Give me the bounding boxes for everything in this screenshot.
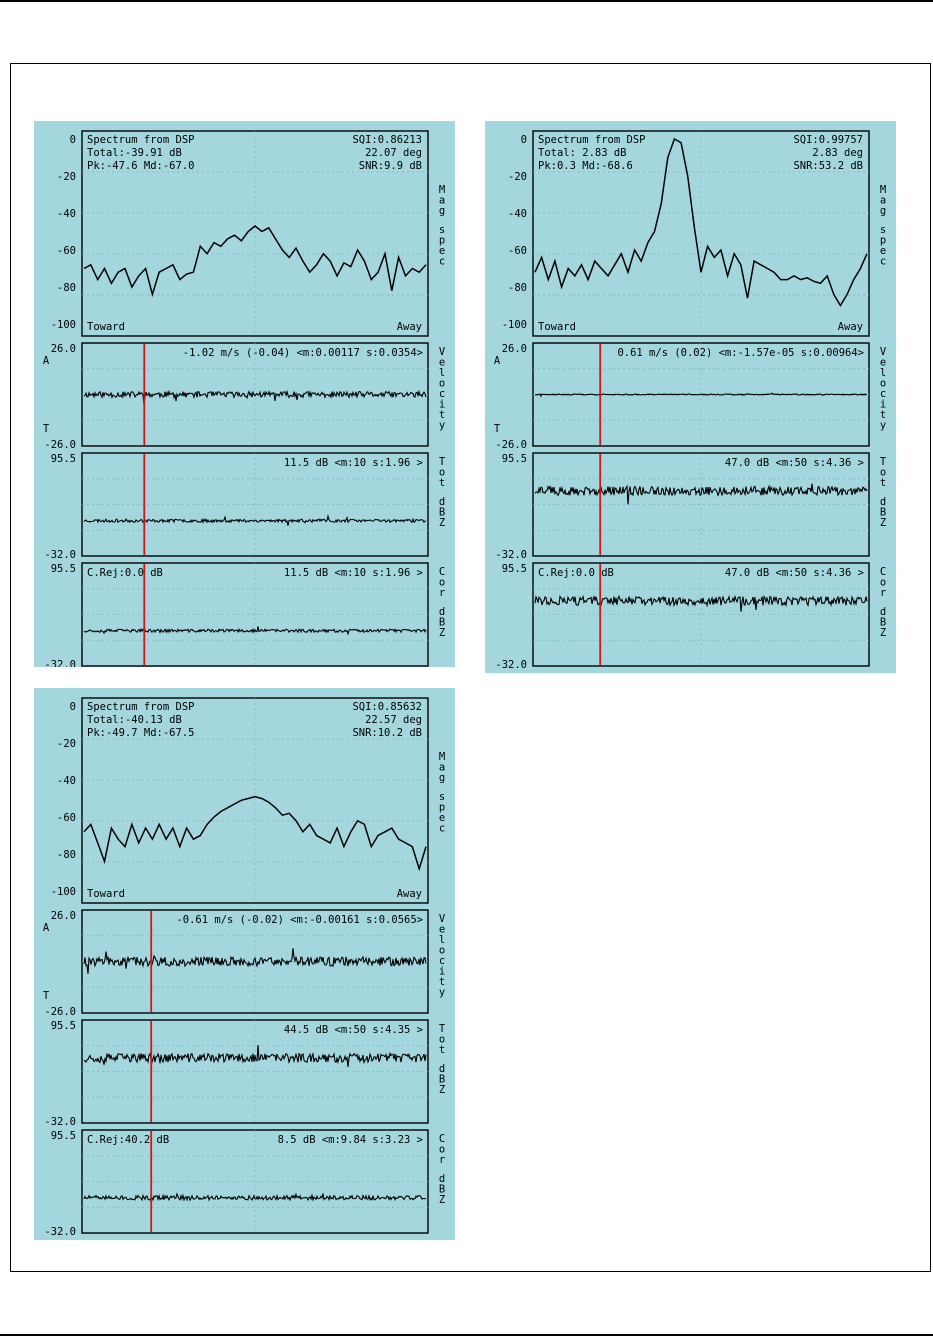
cor-y-top-label: 95.5 bbox=[50, 1130, 76, 1142]
cor-y-bottom-label: -32.0 bbox=[44, 1226, 76, 1238]
tot-side-label-char: T bbox=[438, 1023, 446, 1035]
cor-y-bottom-label: -32.0 bbox=[495, 659, 527, 671]
mag-spec-side-label-char: M bbox=[438, 184, 446, 196]
cor-side-label-char: d bbox=[438, 605, 446, 618]
mag-spec-side-label-char: M bbox=[438, 751, 446, 763]
peak-median-label: Pk:0.3 Md:-68.6 bbox=[538, 160, 633, 172]
mag-y-tick-label: 0 bbox=[69, 134, 76, 146]
velocity-side-label-char: V bbox=[438, 346, 446, 358]
velocity-y-bottom-label: -26.0 bbox=[44, 439, 76, 451]
mag-spec-side-label bbox=[880, 184, 886, 267]
tot-header-readout: 11.5 dB <m:10 s:1.96 > bbox=[283, 457, 423, 469]
sqi-label: SQI:0.99757 bbox=[793, 134, 863, 146]
velocity-side-label-char: i bbox=[438, 965, 446, 978]
mag-y-tick-label: -60 bbox=[508, 245, 527, 257]
mag-spec-side-label-char: s bbox=[438, 790, 446, 803]
mag-y-tick-label: -40 bbox=[508, 208, 527, 220]
velocity-side-label-char: l bbox=[438, 934, 446, 946]
velocity-side-label-char: c bbox=[438, 955, 446, 967]
mag-y-tick-label: 0 bbox=[520, 134, 527, 146]
tot-trace-line bbox=[535, 484, 867, 505]
bottom-rule bbox=[0, 1334, 933, 1336]
velocity-side-label-char: l bbox=[879, 367, 887, 379]
tot-side-label-char: t bbox=[438, 1044, 446, 1056]
scope-2-svg bbox=[485, 121, 896, 673]
tot-side-label-char: B bbox=[879, 506, 887, 519]
mag-spec-side-label-char: g bbox=[438, 772, 446, 784]
mag-spec-side-label-char: p bbox=[438, 234, 446, 247]
total-power-label: Total: 2.83 dB bbox=[538, 147, 627, 159]
velocity-side-label-char: l bbox=[438, 367, 446, 379]
cor-side-label-char: o bbox=[438, 1143, 446, 1156]
tot-side-label bbox=[439, 456, 446, 529]
mag-spec-side-label-char: e bbox=[879, 244, 887, 257]
velocity-side-label-char: e bbox=[438, 923, 446, 936]
velocity-side-label-char: t bbox=[438, 409, 446, 421]
cor-side-label-char: C bbox=[879, 566, 887, 578]
tot-side-label-char: o bbox=[438, 466, 446, 479]
velocity-side-label-char: V bbox=[438, 913, 446, 925]
mag-spec-side-label-char: a bbox=[438, 761, 446, 774]
cor-side-label bbox=[439, 566, 445, 639]
velocity-y-bottom-label: -26.0 bbox=[44, 1006, 76, 1018]
velocity-t-marker: T bbox=[493, 423, 501, 435]
cor-side-label-char: r bbox=[438, 587, 446, 599]
tot-y-top-label: 95.5 bbox=[50, 453, 76, 465]
tot-header-readout: 47.0 dB <m:50 s:4.36 > bbox=[724, 457, 864, 469]
mag-y-tick-label: -100 bbox=[50, 886, 76, 898]
velocity-header-readout: -1.02 m/s (-0.04) <m:0.00117 s:0.0354> bbox=[182, 347, 423, 359]
velocity-header-readout: -0.61 m/s (-0.02) <m:-0.00161 s:0.0565> bbox=[176, 914, 423, 926]
mag-y-tick-label: -60 bbox=[57, 245, 76, 257]
mag-y-tick-label: -80 bbox=[57, 849, 76, 861]
mag-spec-side-label-char: p bbox=[879, 234, 887, 247]
tot-side-label bbox=[439, 1023, 446, 1096]
mag-y-tick-label: -20 bbox=[508, 171, 527, 183]
peak-median-label: Pk:-47.6 Md:-67.0 bbox=[87, 160, 195, 172]
sqi-label: SQI:0.85632 bbox=[352, 701, 422, 713]
toward-label: Toward bbox=[87, 888, 125, 900]
velocity-a-marker: A bbox=[42, 355, 50, 367]
phase-deg-label: 22.07 deg bbox=[365, 147, 422, 159]
cor-side-label-char: C bbox=[438, 1133, 446, 1145]
spectrum-title: Spectrum from DSP bbox=[87, 134, 195, 146]
velocity-side-label-char: e bbox=[438, 356, 446, 369]
cor-side-label bbox=[439, 1133, 445, 1206]
velocity-side-label-char: y bbox=[438, 419, 446, 432]
tot-side-label-char: T bbox=[879, 456, 887, 468]
mag-y-tick-label: -40 bbox=[57, 775, 76, 787]
velocity-side-label-char: o bbox=[438, 377, 446, 390]
mag-spec-side-label-char: e bbox=[438, 811, 446, 824]
velocity-side-label-char: c bbox=[438, 388, 446, 400]
scope-panel-1 bbox=[34, 121, 455, 667]
scope-panel-3 bbox=[34, 688, 455, 1240]
mag-y-tick-label: -100 bbox=[501, 319, 527, 331]
cor-side-label-char: o bbox=[438, 576, 446, 589]
cor-side-label-char: o bbox=[879, 576, 887, 589]
mag-spec-side-label-char: M bbox=[879, 184, 887, 196]
tot-side-label-char: d bbox=[438, 1062, 446, 1075]
cor-header-readout: 11.5 dB <m:10 s:1.96 > bbox=[283, 567, 423, 579]
velocity-side-label-char: o bbox=[438, 944, 446, 957]
peak-median-label: Pk:-49.7 Md:-67.5 bbox=[87, 727, 195, 739]
mag-spec-side-label-char: c bbox=[438, 255, 446, 268]
cor-side-label-char: d bbox=[879, 605, 887, 618]
cor-side-label-char: B bbox=[438, 616, 446, 629]
tot-side-label-char: T bbox=[438, 456, 446, 468]
total-power-label: Total:-39.91 dB bbox=[87, 147, 182, 159]
tot-side-label-char: Z bbox=[438, 516, 446, 529]
tot-side-label bbox=[880, 456, 887, 529]
tot-y-bottom-label: -32.0 bbox=[44, 549, 76, 561]
cor-header-readout: 8.5 dB <m:9.84 s:3.23 > bbox=[277, 1134, 423, 1146]
velocity-t-marker: T bbox=[42, 990, 50, 1002]
cor-side-label-char: B bbox=[438, 1183, 446, 1196]
velocity-a-marker: A bbox=[493, 355, 501, 367]
tot-side-label-char: t bbox=[879, 477, 887, 489]
mag-y-tick-label: -60 bbox=[57, 812, 76, 824]
phase-deg-label: 22.57 deg bbox=[365, 714, 422, 726]
mag-spec-side-label-char: a bbox=[879, 194, 887, 207]
cor-side-label-char: d bbox=[438, 1172, 446, 1185]
toward-label: Toward bbox=[538, 321, 576, 333]
toward-label: Toward bbox=[87, 321, 125, 333]
velocity-side-label-char: y bbox=[438, 986, 446, 999]
total-power-label: Total:-40.13 dB bbox=[87, 714, 182, 726]
tot-trace-line bbox=[84, 1045, 426, 1067]
tot-side-label-char: d bbox=[879, 495, 887, 508]
top-rule bbox=[0, 0, 933, 2]
away-label: Away bbox=[396, 321, 422, 333]
scope-3-svg bbox=[34, 688, 455, 1240]
mag-spec-side-label-char: g bbox=[879, 205, 887, 217]
scope-1-svg bbox=[34, 121, 455, 667]
spectrum-title: Spectrum from DSP bbox=[538, 134, 646, 146]
velocity-side-label-char: i bbox=[438, 398, 446, 411]
cor-side-label-char: B bbox=[879, 616, 887, 629]
velocity-y-bottom-label: -26.0 bbox=[495, 439, 527, 451]
scope-panel-2 bbox=[485, 121, 896, 673]
cor-side-label-char: Z bbox=[879, 626, 887, 639]
spectrum-title: Spectrum from DSP bbox=[87, 701, 195, 713]
phase-deg-label: 2.83 deg bbox=[812, 147, 863, 159]
velocity-side-label-char: e bbox=[879, 356, 887, 369]
away-label: Away bbox=[837, 321, 863, 333]
cor-side-label-char: r bbox=[879, 587, 887, 599]
tot-side-label-char: Z bbox=[879, 516, 887, 529]
mag-spec-side-label-char: s bbox=[438, 223, 446, 236]
cor-y-top-label: 95.5 bbox=[50, 563, 76, 575]
clutter-rejection-label: C.Rej:0.0 dB bbox=[87, 567, 163, 579]
velocity-side-label-char: t bbox=[879, 409, 887, 421]
tot-side-label-char: o bbox=[879, 466, 887, 479]
tot-y-top-label: 95.5 bbox=[50, 1020, 76, 1032]
velocity-side-label bbox=[880, 346, 887, 432]
tot-header-readout: 44.5 dB <m:50 s:4.35 > bbox=[283, 1024, 423, 1036]
mag-spec-side-label-char: s bbox=[879, 223, 887, 236]
velocity-t-marker: T bbox=[42, 423, 50, 435]
sqi-label: SQI:0.86213 bbox=[352, 134, 422, 146]
tot-y-bottom-label: -32.0 bbox=[495, 549, 527, 561]
cor-side-label-char: Z bbox=[438, 1193, 446, 1206]
snr-label: SNR:10.2 dB bbox=[352, 727, 422, 739]
velocity-side-label bbox=[439, 346, 446, 432]
mag-spec-side-label-char: e bbox=[438, 244, 446, 257]
mag-spectrum-line bbox=[84, 797, 426, 869]
velocity-side-label-char: c bbox=[879, 388, 887, 400]
cor-side-label-char: r bbox=[438, 1154, 446, 1166]
mag-y-tick-label: -80 bbox=[57, 282, 76, 294]
mag-spec-side-label-char: c bbox=[879, 255, 887, 268]
tot-side-label-char: d bbox=[438, 495, 446, 508]
velocity-side-label-char: o bbox=[879, 377, 887, 390]
mag-y-tick-label: -100 bbox=[50, 319, 76, 331]
cor-side-label-char: Z bbox=[438, 626, 446, 639]
cor-trace-line bbox=[84, 626, 426, 633]
velocity-a-marker: A bbox=[42, 922, 50, 934]
tot-side-label-char: t bbox=[438, 477, 446, 489]
cor-side-label bbox=[880, 566, 886, 639]
mag-y-tick-label: -20 bbox=[57, 738, 76, 750]
cor-y-top-label: 95.5 bbox=[501, 563, 527, 575]
tot-y-bottom-label: -32.0 bbox=[44, 1116, 76, 1128]
cor-side-label-char: C bbox=[438, 566, 446, 578]
velocity-header-readout: 0.61 m/s (0.02) <m:-1.57e-05 s:0.00964> bbox=[617, 347, 864, 359]
mag-spec-side-label bbox=[439, 751, 445, 834]
tot-side-label-char: o bbox=[438, 1033, 446, 1046]
snr-label: SNR:9.9 dB bbox=[358, 160, 422, 172]
clutter-rejection-label: C.Rej:0.0 dB bbox=[538, 567, 614, 579]
velocity-side-label-char: i bbox=[879, 398, 887, 411]
tot-side-label-char: B bbox=[438, 506, 446, 519]
velocity-side-label bbox=[439, 913, 446, 999]
tot-side-label-char: B bbox=[438, 1073, 446, 1086]
mag-y-tick-label: -80 bbox=[508, 282, 527, 294]
mag-spec-side-label-char: p bbox=[438, 801, 446, 814]
mag-spec-side-label-char: c bbox=[438, 822, 446, 835]
velocity-side-label-char: V bbox=[879, 346, 887, 358]
mag-y-tick-label: -40 bbox=[57, 208, 76, 220]
cor-header-readout: 47.0 dB <m:50 s:4.36 > bbox=[724, 567, 864, 579]
away-label: Away bbox=[396, 888, 422, 900]
velocity-y-top-label: 26.0 bbox=[50, 343, 76, 355]
velocity-y-top-label: 26.0 bbox=[501, 343, 527, 355]
tot-side-label-char: Z bbox=[438, 1083, 446, 1096]
velocity-side-label-char: y bbox=[879, 419, 887, 432]
mag-spec-side-label-char: a bbox=[438, 194, 446, 207]
clutter-rejection-label: C.Rej:40.2 dB bbox=[87, 1134, 170, 1146]
mag-y-tick-label: -20 bbox=[57, 171, 76, 183]
snr-label: SNR:53.2 dB bbox=[793, 160, 863, 172]
tot-y-top-label: 95.5 bbox=[501, 453, 527, 465]
velocity-y-top-label: 26.0 bbox=[50, 910, 76, 922]
mag-y-tick-label: 0 bbox=[69, 701, 76, 713]
cor-y-bottom-label: -32.0 bbox=[44, 659, 76, 667]
velocity-side-label-char: t bbox=[438, 976, 446, 988]
mag-spec-side-label-char: g bbox=[438, 205, 446, 217]
mag-spec-side-label bbox=[439, 184, 445, 267]
